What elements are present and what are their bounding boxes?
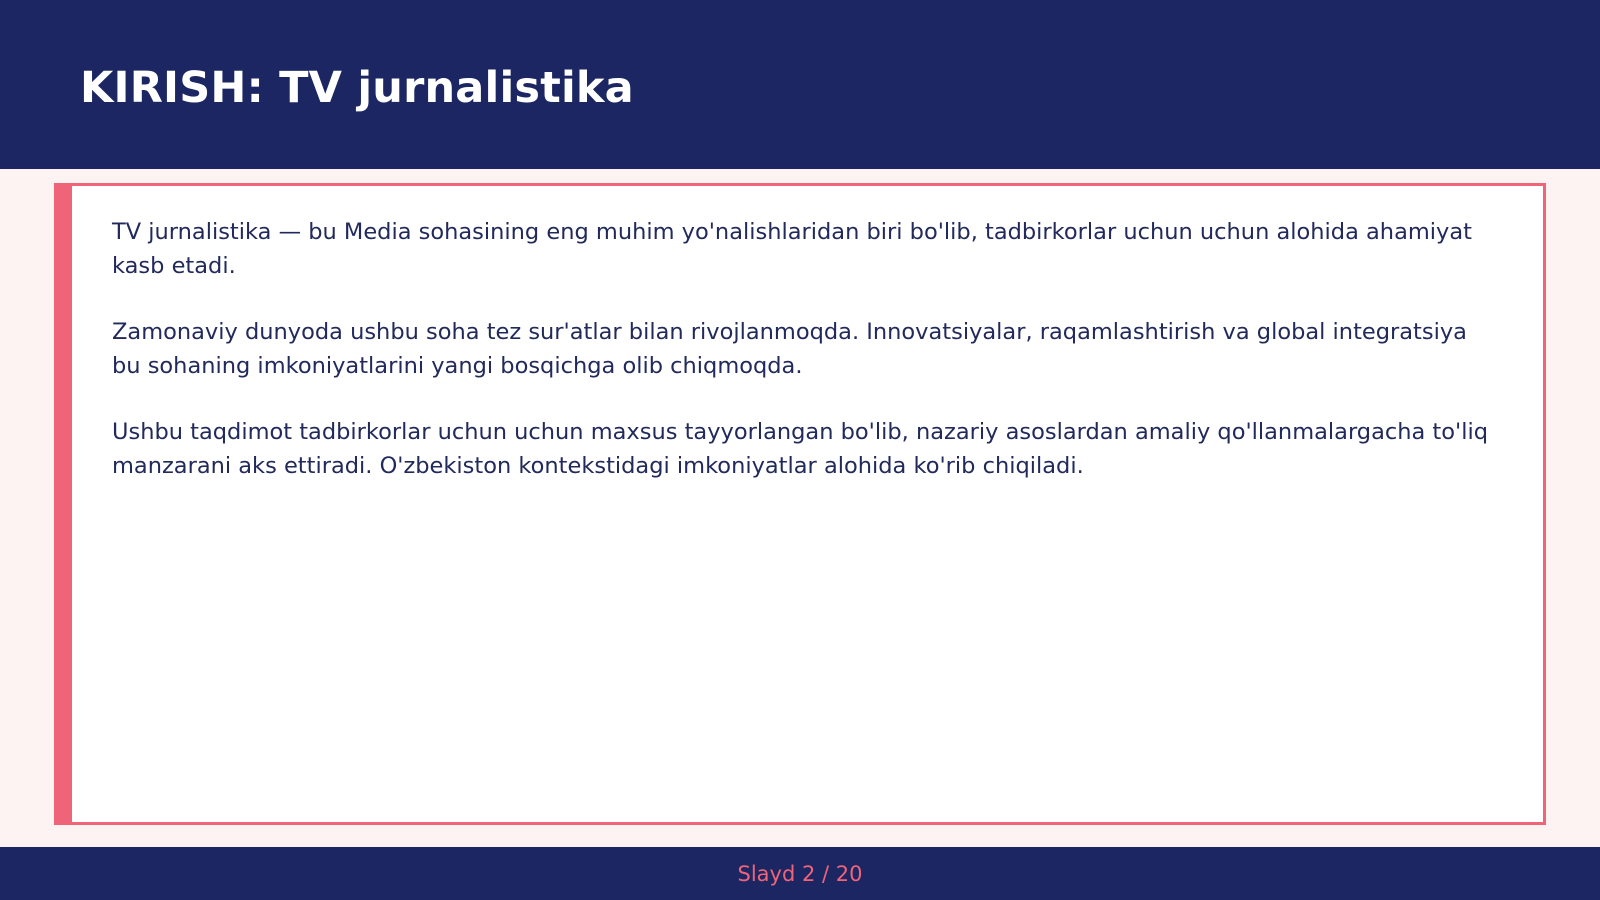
content-panel: [54, 183, 1546, 825]
slide-number: Slayd 2 / 20: [737, 862, 863, 886]
paragraph-modern-world: Zamonaviy dunyoda ushbu soha tez sur'atlar bilan rivojlanmoqda. Innovatsiyalar, raqamlashtirish va global integratsiya bu sohaning imkoniyatlarini yangi bosqichga olib chiqmoqda.: [112, 319, 1467, 379]
slide-footer: [0, 847, 1600, 900]
paragraph-presentation-purpose: Ushbu taqdimot tadbirkorlar uchun uchun maxsus tayyorlangan bo'lib, nazariy asoslardan amaliy qo'llanmalargacha to'liq manzarani aks ettiradi. O'zbekiston kontekstidagi imkoniyatlar alohida ko'rib chiqiladi.: [112, 419, 1488, 479]
slide-header: [0, 0, 1600, 169]
paragraph-intro: TV jurnalistika — bu Media sohasining eng muhim yo'nalishlaridan biri bo'lib, tadbirkorlar uchun uchun alohida ahamiyat kasb etadi.: [112, 219, 1472, 279]
slide-title: KIRISH: TV jurnalistika: [80, 63, 634, 113]
